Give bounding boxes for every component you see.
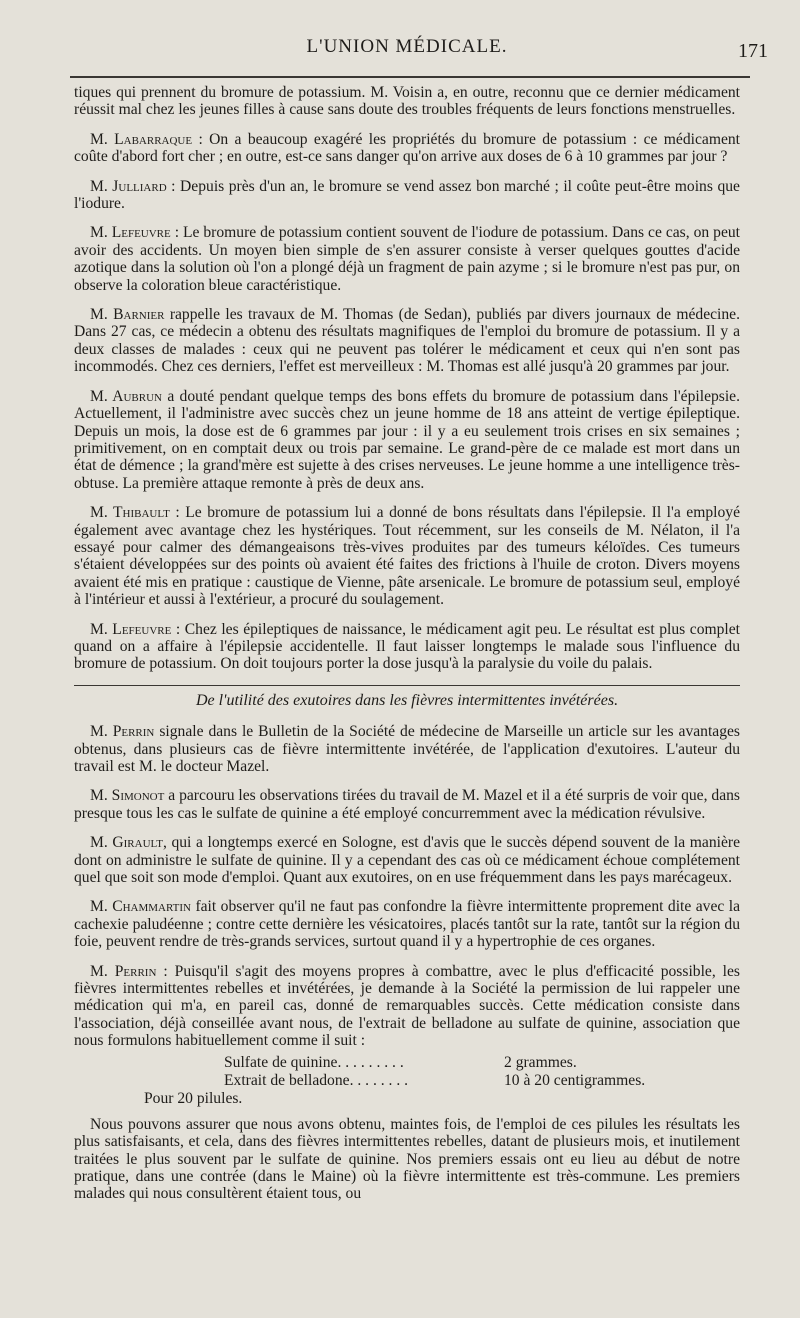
ingredient-quantity: 10 à 20 centigrammes. [504,1071,646,1089]
ingredient-name: Sulfate de quinine. . . . . . . . . [224,1053,404,1071]
paragraph: M. Chammartin fait observer qu'il ne faut pas confondre la fièvre intermittente proprement dite avec la cachexie paludéenne ; contre cette dernière les vésicatoires, placés tantôt sur la rate, tantôt sur la région du foie, peuvent rendre de très-grands services, surtout quand il y a hypertrophie de ces organes. [74,898,740,951]
speaker: M. Aubrun [90,387,162,405]
paragraph: M. Aubrun a douté pendant quelque temps des bons effets du bromure de potassium dans l'épilepsie. Actuellement, il l'administre avec succès chez un jeune homme de 18 ans atteint de vertige épileptique. Depuis un mois, la dose est de 6 grammes par jour : il y a eu seulement trois crises en six semaines ; primitivement, on en comptait deux ou trois par semaine. Le grand-père de ce malade est mort dans un état de démence ; la grand'mère est sujette à des crises nerveuses. Le jeune homme a une intelligence très-obtuse. La première attaque remonte à près de deux ans. [74,387,741,492]
paragraph: M. Labarraque : On a beaucoup exagéré les propriétés du bromure de potassium : ce médicament coûte d'abord fort cher ; en outre, est-ce sans danger qu'on arrive aux doses de 6 à 10 grammes par jour ? [74,130,740,166]
speaker: M. Lefeuvre [90,620,172,638]
prescription [74,1054,740,1108]
page-number: 171 [738,40,768,62]
section-title: De l'utilité des exutoires dans les fièvres intermittentes invétérées. [74,685,740,709]
speaker: M. Labarraque [90,130,193,148]
ingredient-name: Extrait de belladone. . . . . . . . [224,1071,409,1089]
paragraph: M. Barnier rappelle les travaux de M. Thomas (de Sedan), publiés par divers journaux de médecine. Dans 27 cas, ce médecin a obtenu des résultats magnifiques de l'emploi du bromure de potassium. Il y a deux classes de malades : ceux qui ne peuvent pas tolérer le médicament et ceux qui n'en sont pas incommodés. Chez ces derniers, l'effet est merveilleux : M. Thomas est allé jusqu'à 20 grammes par jour. [74,306,741,376]
speaker: M. Julliard [90,177,167,195]
prescription-dose: Pour 20 pilules. [144,1089,243,1107]
body-text [74,84,740,1203]
speaker: M. Thibault [90,504,170,522]
paragraph: M. Thibault : Le bromure de potassium lui a donné de bons résultats dans l'épilepsie. Il l'a employé également avec avantage chez les hystériques. Tout récemment, sur les conseils de M. Nélaton, il l'a essayé pour calmer des démangeaisons très-vives produites par des tumeurs kéloïdes. Ces tumeurs s'étaient développées sur des points où avaient été faites des frictions à l'huile de croton. Divers moyens avaient été mis en pratique : caustique de Vienne, pâte arsenicale. Le bromure de potassium seul, employé à l'intérieur et aussi à l'extérieur, a procuré du soulagement. [74,504,740,609]
paragraph: M. Lefeuvre : Chez les épileptiques de naissance, le médicament agit peu. Le résultat est plus complet quand on a affaire à l'épilepsie accidentelle. Il faut laisser longtemps le malade sous l'influence du bromure de potassium. On doit toujours porter la dose jusqu'à la paralysie du voile du palais. [74,620,741,673]
paragraph: M. Girault, qui a longtemps exercé en Sologne, est d'avis que le succès dépend souvent de la manière dont on administre le sulfate de quinine. Il y a cependant des cas où ce médicament échoue complétement quel que soit son mode d'emploi. Quant aux exutoires, on en use fréquemment dans les pays marécageux. [74,834,740,887]
paragraph: M. Lefeuvre : Le bromure de potassium contient souvent de l'iodure de potassium. Dans ce cas, on peut avoir des accidents. Un moyen bien simple de s'en assurer consiste à verser quelques gouttes d'acide azotique dans la solution où l'on a plongé déjà un fragment de pain azyme ; si le bromure n'est pas pur, on observe la coloration bleue caractéristique. [74,224,740,294]
speaker: M. Perrin [90,723,155,741]
speaker: M. Chammartin [90,898,191,916]
running-title: L'UNION MÉDICALE. [306,36,508,57]
speaker: M. Lefeuvre [90,224,171,242]
page-header [74,36,768,76]
paragraph: M. Simonot a parcouru les observations tirées du travail de M. Mazel et il a été surpris de voir que, dans presque tous les cas le sulfate de quinine a été employé concurremment avec la médication révulsive. [74,787,740,822]
paragraph: M. Perrin signale dans le Bulletin de la Société de médecine de Marseille un article sur les avantages obtenus, dans plusieurs cas de fièvre intermittente invétérée, de l'application d'exutoires. L'auteur du travail est M. le docteur Mazel. [74,723,741,775]
ingredient-quantity: 2 grammes. [504,1053,577,1071]
prescription-line [74,1054,740,1072]
prescription-line [74,1072,740,1090]
paragraph: M. Julliard : Depuis près d'un an, le bromure se vend assez bon marché ; il coûte peut-être moins que l'iodure. [74,177,740,213]
speaker: M. Girault [90,834,163,852]
speaker: M. Simonot [90,787,165,805]
header-rule [70,76,750,78]
paragraph: M. Perrin : Puisqu'il s'agit des moyens propres à combattre, avec le plus d'efficacité possible, les fièvres intermittentes rebelles et invétérées, je demande à la Société la permission de lui rappeler une médication qui m'a, en pareil cas, donné de remarquables succès. Cette médication consiste dans l'association, déjà conseillée avant nous, de l'extrait de belladone au sulfate de quinine, association que nous formulons habituellement comme il suit : [74,962,741,1050]
speaker: M. Barnier [90,306,165,324]
paragraph: tiques qui prennent du bromure de potassium. M. Voisin a, en outre, reconnu que ce dernier médicament réussit mal chez les jeunes filles à cause sans doute des troubles fréquents de leurs fonctions menstruelles. [74,84,740,119]
paragraph: Nous pouvons assurer que nous avons obtenu, maintes fois, de l'emploi de ces pilules les résultats les plus satisfaisants, et cela, dans des fièvres intermittentes rebelles, datant de plusieurs mois, et inutilement traitées le plus souvent par le sulfate de quinine. Nos premiers essais ont eu lieu au début de notre pratique, dans une contrée (dans le Maine) où la fièvre intermittente est très-commune. Les premiers malades qui nous consultèrent étaient tous, ou [74,1115,740,1203]
speaker: M. Perrin [90,962,157,980]
